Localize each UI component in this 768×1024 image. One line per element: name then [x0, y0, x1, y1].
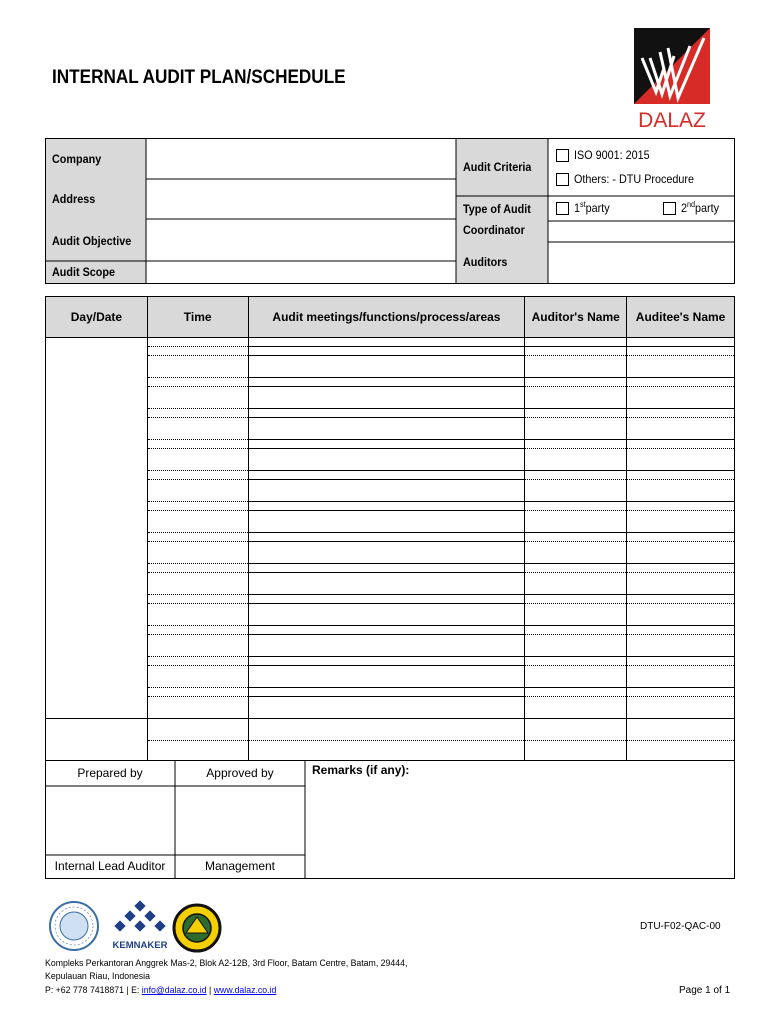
- table-row: [46, 533, 735, 542]
- header-day-date: Day/Date: [46, 297, 148, 338]
- table-row[interactable]: [46, 449, 735, 471]
- table-row: [46, 338, 735, 347]
- logo-text: DALAZ: [638, 109, 706, 130]
- table-row: [46, 688, 735, 697]
- page-number: Page 1 of 1: [679, 985, 731, 996]
- internal-lead-auditor-label: Internal Lead Auditor: [54, 859, 166, 873]
- table-row: [46, 657, 735, 666]
- kemnaker-logo: [110, 900, 170, 952]
- table-row[interactable]: [46, 719, 735, 741]
- others-checkbox[interactable]: [556, 173, 569, 186]
- first-party-checkbox[interactable]: [556, 202, 569, 215]
- table-row: [46, 378, 735, 387]
- signoff-block: [45, 760, 735, 879]
- table-row[interactable]: [46, 697, 735, 719]
- table-row[interactable]: [46, 480, 735, 502]
- prepared-by-signature[interactable]: [45, 786, 175, 855]
- table-row: [46, 347, 735, 356]
- audit-criteria-label: Audit Criteria: [463, 160, 532, 174]
- footer-contact-line: P: +62 778 7418871 | E: info@dalaz.co.id | www.dalaz.co.id: [45, 985, 277, 996]
- schedule-table: [45, 296, 735, 829]
- header-audit-areas: Audit meetings/functions/process/areas: [248, 297, 525, 338]
- remarks-field[interactable]: [306, 780, 734, 878]
- table-row: [46, 471, 735, 480]
- footer-address-line-2: Kepulauan Riau, Indonesia: [45, 971, 150, 982]
- approved-by-signature[interactable]: [175, 786, 305, 855]
- header-auditee-name: Auditee's Name: [627, 297, 735, 338]
- first-party-label: 1stparty: [574, 200, 610, 215]
- audit-scope-field[interactable]: [146, 261, 456, 284]
- audit-objective-field[interactable]: [146, 219, 456, 261]
- header-auditor-name: Auditor's Name: [525, 297, 627, 338]
- others-label: Others: - DTU Procedure: [574, 172, 695, 186]
- table-row: [46, 595, 735, 604]
- second-party-label: 2ndparty: [681, 200, 720, 215]
- company-field[interactable]: [146, 138, 456, 179]
- table-row[interactable]: [46, 635, 735, 657]
- page-title: INTERNAL AUDIT PLAN/SCHEDULE: [52, 66, 346, 88]
- dalaz-logo: [634, 28, 712, 130]
- approved-by-label: Approved by: [206, 766, 274, 780]
- table-row: [46, 440, 735, 449]
- table-row[interactable]: [46, 666, 735, 688]
- coordinator-field[interactable]: [548, 221, 735, 242]
- table-row[interactable]: [46, 511, 735, 533]
- footer-address-line-1: Kompleks Perkantoran Anggrek Mas-2, Blok A2-12B, 3rd Floor, Batam Centre, Batam, 29444,: [45, 958, 408, 969]
- management-label: Management: [204, 859, 276, 873]
- table-row[interactable]: [46, 604, 735, 626]
- table-row: [46, 564, 735, 573]
- audit-scope-label: Audit Scope: [52, 265, 116, 279]
- address-label: Address: [52, 192, 96, 206]
- auditors-label: Auditors: [463, 255, 508, 269]
- table-row[interactable]: [46, 387, 735, 409]
- address-field[interactable]: [146, 179, 456, 219]
- info-block: [45, 138, 735, 284]
- table-row[interactable]: [46, 418, 735, 440]
- type-of-audit-label: Type of Audit: [463, 202, 531, 216]
- email-link[interactable]: info@dalaz.co.id: [141, 985, 207, 996]
- website-link[interactable]: www.dalaz.co.id: [213, 985, 277, 996]
- schedule-header-row: [46, 297, 735, 338]
- table-row[interactable]: [46, 573, 735, 595]
- second-party-checkbox[interactable]: [663, 202, 676, 215]
- day-date-cell-1[interactable]: [46, 338, 148, 719]
- audit-objective-label: Audit Objective: [52, 234, 132, 248]
- document-code: DTU-F02-QAC-00: [640, 921, 721, 932]
- emblem-logo: [172, 903, 222, 953]
- coordinator-label: Coordinator: [463, 223, 525, 237]
- certification-seal-logo: [48, 900, 100, 952]
- header-time: Time: [147, 297, 248, 338]
- iso-9001-checkbox[interactable]: [556, 149, 569, 162]
- table-row[interactable]: [46, 356, 735, 378]
- table-row: [46, 502, 735, 511]
- company-label: Company: [52, 152, 102, 166]
- iso-9001-label: ISO 9001: 2015: [574, 148, 650, 162]
- remarks-label: Remarks (if any):: [312, 763, 410, 777]
- prepared-by-label: Prepared by: [77, 766, 143, 780]
- table-row[interactable]: [46, 542, 735, 564]
- table-row: [46, 626, 735, 635]
- auditors-field[interactable]: [548, 242, 735, 284]
- table-row: [46, 409, 735, 418]
- kemnaker-text: KEMNAKER: [112, 940, 168, 951]
